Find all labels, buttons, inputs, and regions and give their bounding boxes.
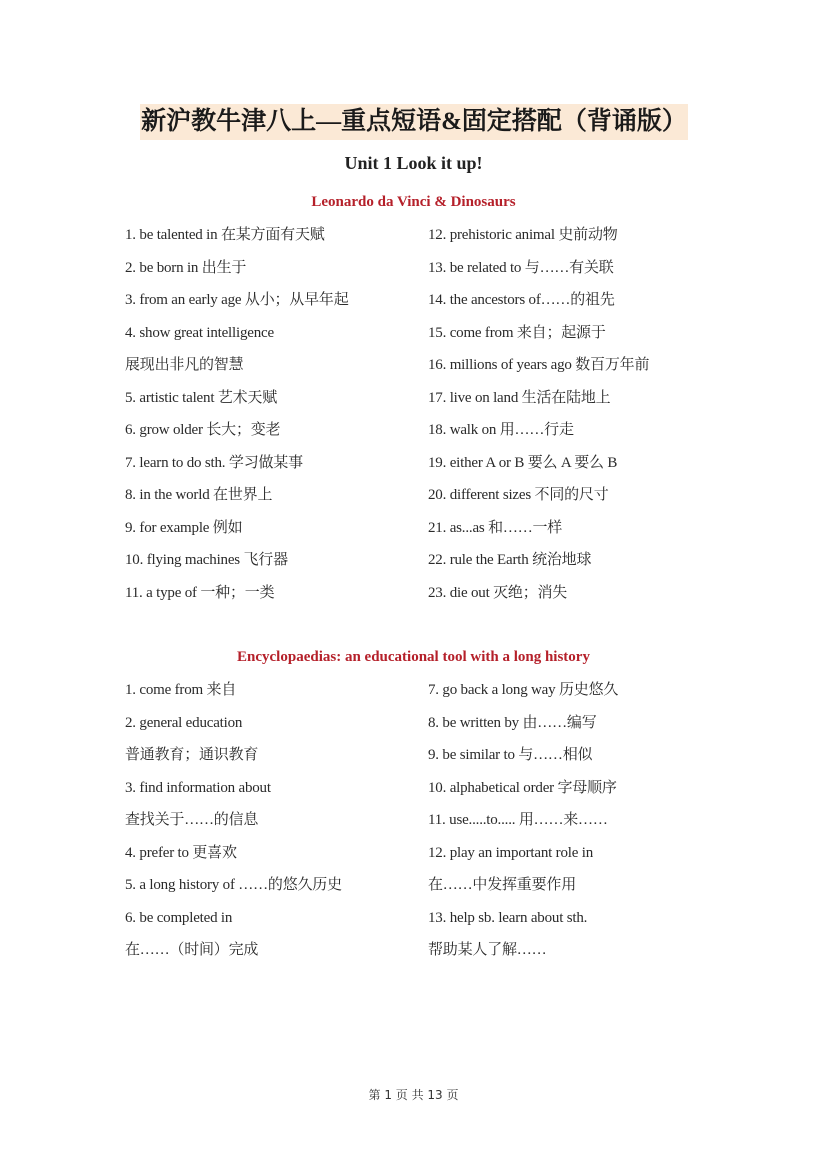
phrase-item: 7. learn to do sth. 学习做某事 xyxy=(125,454,303,471)
page-title: 新沪教牛津八上—重点短语&固定搭配（背诵版） xyxy=(140,104,688,140)
phrase-item: 4. prefer to 更喜欢 xyxy=(125,844,237,861)
phrase-item: 10. flying machines 飞行器 xyxy=(125,552,288,568)
phrase-item: 10. alphabetical order 字母顺序 xyxy=(428,779,617,796)
phrase-item: 1. be talented in 在某方面有天赋 xyxy=(125,227,325,243)
phrase-item: 13. help sb. learn about sth. xyxy=(428,909,588,926)
phrase-item: 20. different sizes 不同的尺寸 xyxy=(428,487,609,503)
phrase-item: 9. for example 例如 xyxy=(125,519,243,536)
phrase-item: 12. play an important role in xyxy=(428,844,593,861)
phrase-item: 3. from an early age 从小；从早年起 xyxy=(125,292,349,308)
section-heading-dinosaurs: Leonardo da Vinci & Dinosaurs xyxy=(311,194,516,210)
phrase-item: 23. die out 灭绝；消失 xyxy=(428,584,568,601)
phrase-item: 21. as...as 和……一样 xyxy=(428,519,563,536)
phrase-item: 16. millions of years ago 数百万年前 xyxy=(428,357,650,373)
phrase-item: 4. show great intelligence xyxy=(125,324,274,341)
unit-heading: Unit 1 Look it up! xyxy=(344,153,483,173)
phrase-list-left xyxy=(125,674,425,967)
phrase-item: 12. prehistoric animal 史前动物 xyxy=(428,227,618,243)
phrase-item: 在……（时间）完成 xyxy=(125,942,259,958)
phrase-item: 8. be written by 由……编写 xyxy=(428,714,597,731)
phrase-item: 18. walk on 用……行走 xyxy=(428,422,574,438)
phrase-item: 帮助某人了解…… xyxy=(428,942,547,958)
phrase-item: 查找关于……的信息 xyxy=(125,812,259,828)
phrase-item: 普通教育；通识教育 xyxy=(125,747,259,763)
phrase-item: 22. rule the Earth 统治地球 xyxy=(428,552,592,568)
phrase-item: 17. live on land 生活在陆地上 xyxy=(428,389,611,406)
phrase-item: 11. use.....to..... 用……来…… xyxy=(428,812,608,828)
phrase-item: 2. general education xyxy=(125,714,243,731)
phrase-item: 6. grow older 长大；变老 xyxy=(125,422,281,438)
phrase-item: 14. the ancestors of……的祖先 xyxy=(428,292,615,308)
phrase-item: 2. be born in 出生于 xyxy=(125,259,247,276)
phrase-item: 5. artistic talent 艺术天赋 xyxy=(125,389,278,406)
phrase-item: 3. find information about xyxy=(125,779,271,796)
phrase-list-right xyxy=(428,219,728,609)
phrase-item: 在……中发挥重要作用 xyxy=(428,877,577,893)
phrase-list-left xyxy=(125,219,425,609)
phrase-item: 13. be related to 与……有关联 xyxy=(428,259,614,276)
phrase-item: 1. come from 来自 xyxy=(125,682,237,698)
phrase-list-right xyxy=(428,674,728,967)
phrase-item: 19. either A or B 要么 A 要么 B xyxy=(428,454,618,471)
phrase-item: 5. a long history of ……的悠久历史 xyxy=(125,877,342,893)
phrase-item: 8. in the world 在世界上 xyxy=(125,487,273,503)
section-heading-encyclopaedias: Encyclopaedias: an educational tool with a long history xyxy=(237,649,590,665)
phrase-item: 11. a type of 一种；一类 xyxy=(125,584,275,601)
phrase-item: 展现出非凡的智慧 xyxy=(125,357,244,373)
phrase-item: 7. go back a long way 历史悠久 xyxy=(428,682,619,698)
phrase-item: 9. be similar to 与……相似 xyxy=(428,747,593,763)
phrase-item: 15. come from 来自；起源于 xyxy=(428,324,606,341)
phrase-item: 6. be completed in xyxy=(125,909,233,926)
page-footer: 第 1 页 共 13 页 xyxy=(368,1088,459,1102)
